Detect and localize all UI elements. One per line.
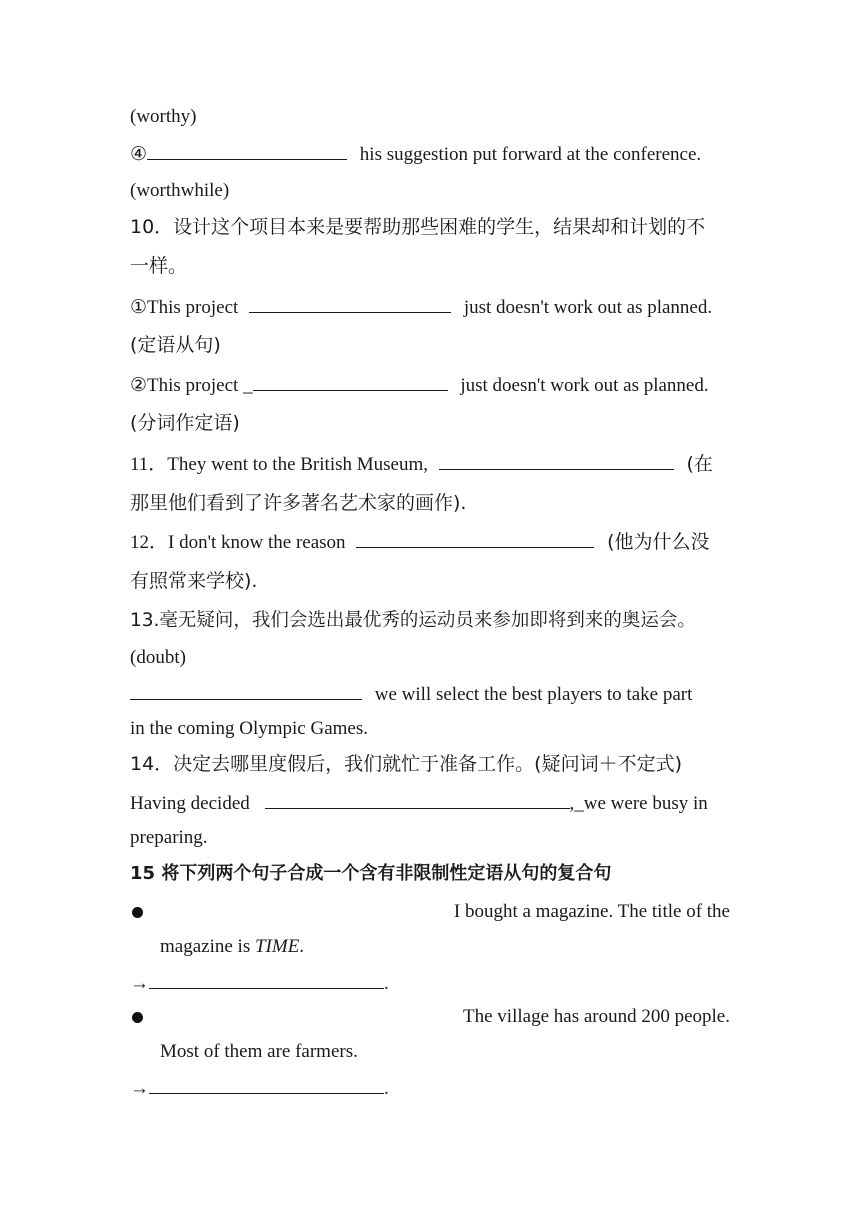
bullet-item-2: The village has around 200 people.: [130, 1004, 730, 1030]
fill-in-line: Having decided ,_we were busy in: [130, 790, 730, 816]
answer-blank[interactable]: [265, 790, 570, 809]
question-10-title-cont: 一样。: [130, 255, 188, 277]
hint-line: (定语从句): [130, 334, 221, 356]
bullet-item-1: I bought a magazine. The title of the: [130, 899, 730, 925]
bullet-item-2-cont: Most of them are farmers.: [160, 1041, 358, 1062]
text-line: (worthy): [130, 106, 197, 127]
text-line: preparing.: [130, 827, 208, 848]
fill-in-line: ④ his suggestion put forward at the conference.: [130, 141, 730, 167]
question-14-title: 14．决定去哪里度假后，我们就忙于准备工作。(疑问词＋不定式): [130, 753, 683, 775]
question-13-title: 13.毫无疑问，我们会选出最优秀的运动员来参加即将到来的奥运会。: [130, 610, 696, 631]
arrow-icon: →: [130, 1078, 149, 1099]
bullet-icon: [132, 1012, 143, 1023]
text-line: (worthwhile): [130, 180, 230, 201]
text-line: 有照常来学校).: [130, 570, 258, 592]
fill-in-line: 12．I don't know the reason (他为什么没: [130, 531, 710, 553]
answer-line-1: → .: [130, 970, 730, 996]
fill-in-line: ②This project _ just doesn't work out as planned.: [130, 372, 730, 398]
answer-blank[interactable]: [147, 141, 347, 160]
text-line: 那里他们看到了许多著名艺术家的画作).: [130, 492, 467, 514]
answer-blank[interactable]: [439, 451, 674, 470]
question-10-title: 10．设计这个项目本来是要帮助那些困难的学生，结果却和计划的不: [130, 216, 706, 238]
fill-in-line: 11．They went to the British Museum, (在: [130, 453, 713, 475]
text-line: in the coming Olympic Games.: [130, 718, 368, 739]
hint-line: (doubt): [130, 647, 186, 668]
bullet-item-1-cont: magazine is TIME.: [160, 936, 305, 957]
hint-line: (分词作定语): [130, 412, 240, 434]
arrow-icon: →: [130, 973, 149, 994]
fill-in-line: ①This project just doesn't work out as planned.: [130, 294, 730, 320]
answer-blank[interactable]: [130, 681, 362, 700]
answer-blank[interactable]: [253, 372, 448, 391]
question-15-title: 15 将下列两个句子合成一个含有非限制性定语从句的复合句: [130, 863, 612, 884]
answer-line-2: → .: [130, 1075, 730, 1101]
answer-blank[interactable]: [149, 970, 384, 989]
bullet-icon: [132, 907, 143, 918]
answer-blank[interactable]: [249, 294, 451, 313]
answer-blank[interactable]: [356, 529, 594, 548]
answer-blank[interactable]: [149, 1075, 384, 1094]
fill-in-line: we will select the best players to take part: [130, 681, 730, 707]
